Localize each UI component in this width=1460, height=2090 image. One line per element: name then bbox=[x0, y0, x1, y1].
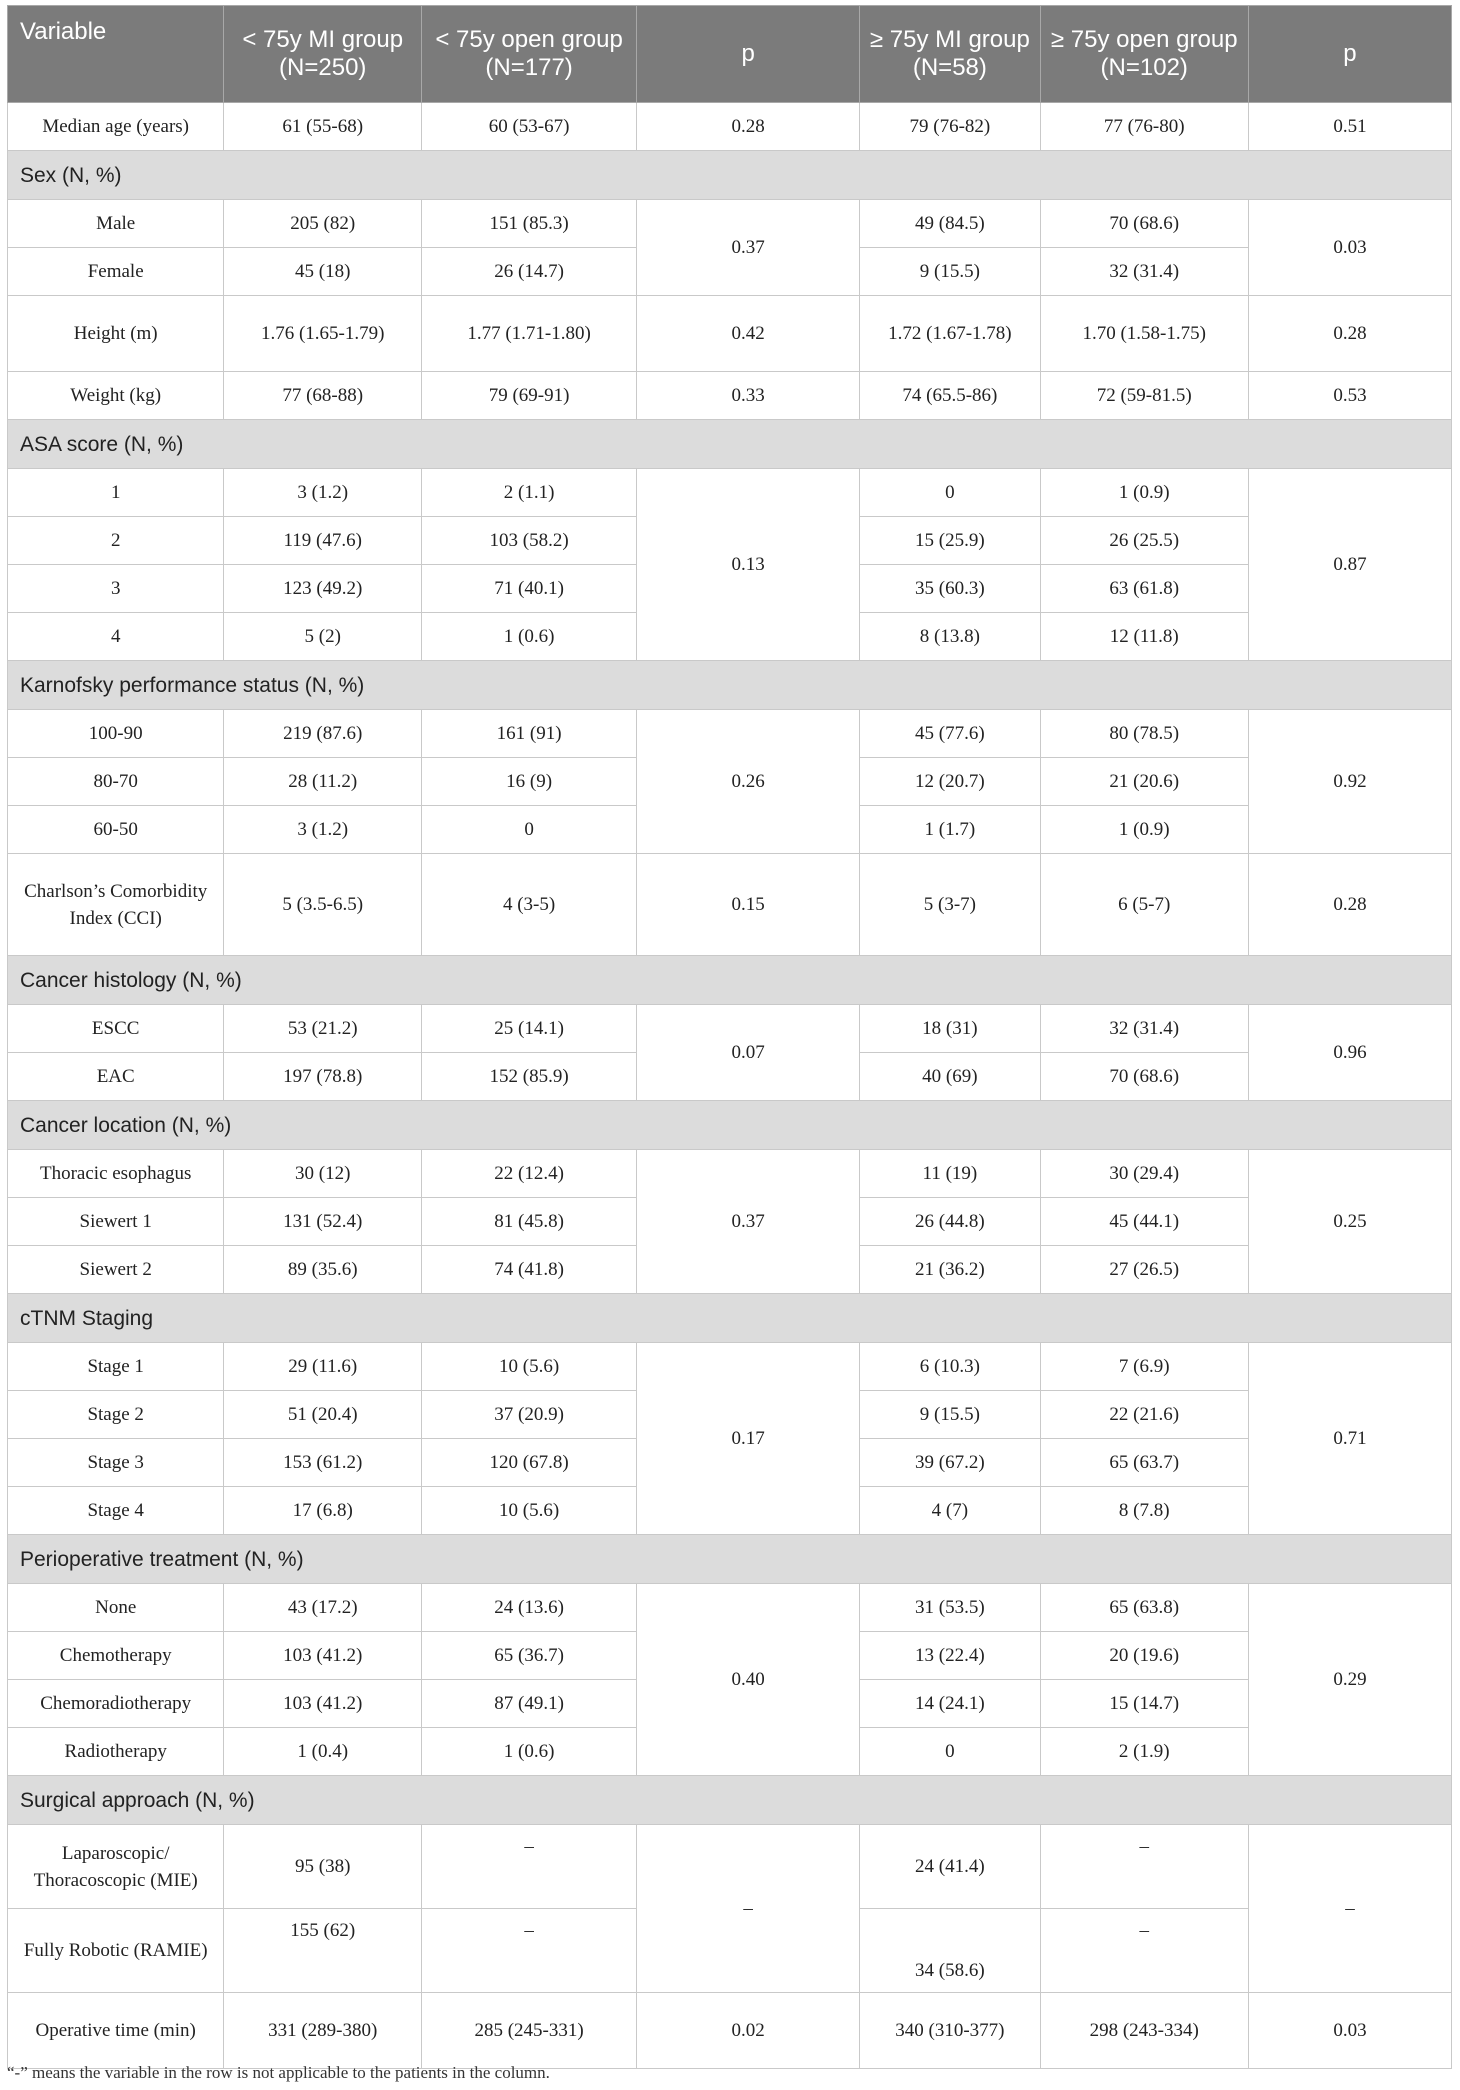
cell-value: 6 (10.3) bbox=[860, 1343, 1040, 1391]
table-row bbox=[8, 1343, 1452, 1391]
row-label: Weight (kg) bbox=[8, 372, 224, 420]
section-title: Sex (N, %) bbox=[8, 151, 1452, 200]
header-under75-open: < 75y open group (N=177) bbox=[422, 6, 637, 103]
cell-value: 74 (41.8) bbox=[422, 1246, 637, 1294]
cell-value: 53 (21.2) bbox=[224, 1005, 422, 1053]
cell-value: 205 (82) bbox=[224, 200, 422, 248]
cell-p-value: 0.28 bbox=[637, 103, 860, 151]
cell-value: 14 (24.1) bbox=[860, 1680, 1040, 1728]
cell-value: 32 (31.4) bbox=[1040, 248, 1248, 296]
cell-value: 28 (11.2) bbox=[224, 758, 422, 806]
table-row bbox=[8, 103, 1452, 151]
header-p-under75: p bbox=[637, 6, 860, 103]
cell-p-value: 0.29 bbox=[1248, 1584, 1451, 1776]
table-row bbox=[8, 1825, 1452, 1909]
cell-p-value: 0.51 bbox=[1248, 103, 1451, 151]
cell-value: 155 (62) bbox=[224, 1909, 422, 1993]
cell-value: 81 (45.8) bbox=[422, 1198, 637, 1246]
cell-value: 32 (31.4) bbox=[1040, 1005, 1248, 1053]
cell-value: 25 (14.1) bbox=[422, 1005, 637, 1053]
cell-value: 197 (78.8) bbox=[224, 1053, 422, 1101]
cell-p-value: 0.25 bbox=[1248, 1150, 1451, 1294]
row-label: Siewert 2 bbox=[8, 1246, 224, 1294]
header-over75-open: ≥ 75y open group (N=102) bbox=[1040, 6, 1248, 103]
section-row bbox=[8, 1535, 1452, 1584]
cell-value: 49 (84.5) bbox=[860, 200, 1040, 248]
baseline-characteristics-table bbox=[7, 5, 1452, 2069]
section-title: Karnofsky performance status (N, %) bbox=[8, 661, 1452, 710]
row-label: Stage 1 bbox=[8, 1343, 224, 1391]
cell-value: 151 (85.3) bbox=[422, 200, 637, 248]
cell-p-value: 0.71 bbox=[1248, 1343, 1451, 1535]
section-row bbox=[8, 1776, 1452, 1825]
cell-value: 12 (20.7) bbox=[860, 758, 1040, 806]
cell-value: 5 (2) bbox=[224, 613, 422, 661]
cell-value: 1 (0.6) bbox=[422, 1728, 637, 1776]
cell-value: 43 (17.2) bbox=[224, 1584, 422, 1632]
row-label: Male bbox=[8, 200, 224, 248]
cell-value: – bbox=[1040, 1825, 1248, 1909]
cell-value: 1.76 (1.65-1.79) bbox=[224, 296, 422, 372]
cell-value: 16 (9) bbox=[422, 758, 637, 806]
cell-value: 1 (0.9) bbox=[1040, 806, 1248, 854]
cell-value: 15 (25.9) bbox=[860, 517, 1040, 565]
section-title: Surgical approach (N, %) bbox=[8, 1776, 1452, 1825]
cell-value: 123 (49.2) bbox=[224, 565, 422, 613]
cell-p-value: 0.03 bbox=[1248, 1993, 1451, 2069]
cell-value: 219 (87.6) bbox=[224, 710, 422, 758]
cell-value: 10 (5.6) bbox=[422, 1487, 637, 1535]
table-row bbox=[8, 372, 1452, 420]
cell-value: 13 (22.4) bbox=[860, 1632, 1040, 1680]
cell-value: 22 (12.4) bbox=[422, 1150, 637, 1198]
row-label: Thoracic esophagus bbox=[8, 1150, 224, 1198]
cell-value: 45 (18) bbox=[224, 248, 422, 296]
cell-value: 119 (47.6) bbox=[224, 517, 422, 565]
cell-value: 80 (78.5) bbox=[1040, 710, 1248, 758]
cell-p-value: 0.28 bbox=[1248, 854, 1451, 956]
cell-value: 45 (77.6) bbox=[860, 710, 1040, 758]
cell-value: 0 bbox=[860, 1728, 1040, 1776]
cell-value: 77 (76-80) bbox=[1040, 103, 1248, 151]
table-row bbox=[8, 1150, 1452, 1198]
row-label: Median age (years) bbox=[8, 103, 224, 151]
table-footnote: “-” means the variable in the row is not applicable to the patients in the column. bbox=[7, 2063, 550, 2082]
cell-value: 1 (0.4) bbox=[224, 1728, 422, 1776]
section-row bbox=[8, 1101, 1452, 1150]
cell-value: 161 (91) bbox=[422, 710, 637, 758]
cell-value: 103 (41.2) bbox=[224, 1632, 422, 1680]
cell-value: 70 (68.6) bbox=[1040, 200, 1248, 248]
cell-p-value: – bbox=[1248, 1825, 1451, 1993]
header-p-over75: p bbox=[1248, 6, 1451, 103]
cell-value: 103 (58.2) bbox=[422, 517, 637, 565]
cell-p-value: 0.07 bbox=[637, 1005, 860, 1101]
cell-value: 63 (61.8) bbox=[1040, 565, 1248, 613]
table-row bbox=[8, 710, 1452, 758]
cell-value: 1.70 (1.58-1.75) bbox=[1040, 296, 1248, 372]
cell-value: 15 (14.7) bbox=[1040, 1680, 1248, 1728]
row-label: Chemotherapy bbox=[8, 1632, 224, 1680]
cell-value: 340 (310-377) bbox=[860, 1993, 1040, 2069]
cell-p-value: 0.03 bbox=[1248, 200, 1451, 296]
cell-value: 8 (13.8) bbox=[860, 613, 1040, 661]
cell-value: 45 (44.1) bbox=[1040, 1198, 1248, 1246]
cell-value: 34 (58.6) bbox=[860, 1909, 1040, 1993]
cell-value: 77 (68-88) bbox=[224, 372, 422, 420]
row-label: 1 bbox=[8, 469, 224, 517]
cell-value: 8 (7.8) bbox=[1040, 1487, 1248, 1535]
section-row bbox=[8, 661, 1452, 710]
cell-value: 35 (60.3) bbox=[860, 565, 1040, 613]
row-label: Chemoradiotherapy bbox=[8, 1680, 224, 1728]
cell-p-value: 0.96 bbox=[1248, 1005, 1451, 1101]
cell-value: 26 (44.8) bbox=[860, 1198, 1040, 1246]
cell-value: 298 (243-334) bbox=[1040, 1993, 1248, 2069]
row-label: 3 bbox=[8, 565, 224, 613]
cell-value: 79 (69-91) bbox=[422, 372, 637, 420]
cell-value: 39 (67.2) bbox=[860, 1439, 1040, 1487]
cell-value: 17 (6.8) bbox=[224, 1487, 422, 1535]
cell-value: 60 (53-67) bbox=[422, 103, 637, 151]
cell-p-value: 0.37 bbox=[637, 200, 860, 296]
cell-value: 131 (52.4) bbox=[224, 1198, 422, 1246]
row-label: 80-70 bbox=[8, 758, 224, 806]
row-label: EAC bbox=[8, 1053, 224, 1101]
cell-value: 61 (55-68) bbox=[224, 103, 422, 151]
table-row bbox=[8, 200, 1452, 248]
cell-value: 26 (14.7) bbox=[422, 248, 637, 296]
cell-value: 20 (19.6) bbox=[1040, 1632, 1248, 1680]
cell-p-value: 0.15 bbox=[637, 854, 860, 956]
row-label: Fully Robotic (RAMIE) bbox=[8, 1909, 224, 1993]
cell-value: 27 (26.5) bbox=[1040, 1246, 1248, 1294]
row-label: 60-50 bbox=[8, 806, 224, 854]
row-label: Stage 4 bbox=[8, 1487, 224, 1535]
cell-value: – bbox=[422, 1825, 637, 1909]
cell-value: 11 (19) bbox=[860, 1150, 1040, 1198]
cell-value: 1.72 (1.67-1.78) bbox=[860, 296, 1040, 372]
cell-value: 21 (20.6) bbox=[1040, 758, 1248, 806]
section-title: ASA score (N, %) bbox=[8, 420, 1452, 469]
row-label: Stage 2 bbox=[8, 1391, 224, 1439]
cell-value: 24 (13.6) bbox=[422, 1584, 637, 1632]
cell-p-value: 0.02 bbox=[637, 1993, 860, 2069]
table-row bbox=[8, 296, 1452, 372]
cell-p-value: 0.17 bbox=[637, 1343, 860, 1535]
cell-value: 30 (29.4) bbox=[1040, 1150, 1248, 1198]
cell-value: 26 (25.5) bbox=[1040, 517, 1248, 565]
cell-value: 89 (35.6) bbox=[224, 1246, 422, 1294]
cell-value: 120 (67.8) bbox=[422, 1439, 637, 1487]
cell-value: – bbox=[1040, 1909, 1248, 1993]
table-row bbox=[8, 1584, 1452, 1632]
cell-p-value: 0.37 bbox=[637, 1150, 860, 1294]
cell-p-value: 0.40 bbox=[637, 1584, 860, 1776]
section-title: Cancer histology (N, %) bbox=[8, 956, 1452, 1005]
table-row bbox=[8, 469, 1452, 517]
cell-value: 40 (69) bbox=[860, 1053, 1040, 1101]
cell-p-value: – bbox=[637, 1825, 860, 1993]
cell-value: 65 (63.8) bbox=[1040, 1584, 1248, 1632]
section-title: Cancer location (N, %) bbox=[8, 1101, 1452, 1150]
section-row bbox=[8, 1294, 1452, 1343]
table-row bbox=[8, 1005, 1452, 1053]
cell-value: 4 (7) bbox=[860, 1487, 1040, 1535]
cell-value: 4 (3-5) bbox=[422, 854, 637, 956]
cell-p-value: 0.26 bbox=[637, 710, 860, 854]
cell-value: 95 (38) bbox=[224, 1825, 422, 1909]
cell-value: 70 (68.6) bbox=[1040, 1053, 1248, 1101]
section-title: Perioperative treatment (N, %) bbox=[8, 1535, 1452, 1584]
cell-p-value: 0.92 bbox=[1248, 710, 1451, 854]
cell-value: 1 (1.7) bbox=[860, 806, 1040, 854]
header-under75-mi: < 75y MI group (N=250) bbox=[224, 6, 422, 103]
cell-value: 21 (36.2) bbox=[860, 1246, 1040, 1294]
cell-p-value: 0.42 bbox=[637, 296, 860, 372]
row-label: Operative time (min) bbox=[8, 1993, 224, 2069]
cell-value: 3 (1.2) bbox=[224, 806, 422, 854]
row-label: 100-90 bbox=[8, 710, 224, 758]
cell-value: 51 (20.4) bbox=[224, 1391, 422, 1439]
cell-value: 65 (36.7) bbox=[422, 1632, 637, 1680]
section-row bbox=[8, 420, 1452, 469]
table-row bbox=[8, 854, 1452, 956]
cell-value: 31 (53.5) bbox=[860, 1584, 1040, 1632]
section-row bbox=[8, 956, 1452, 1005]
cell-value: 0 bbox=[422, 806, 637, 854]
cell-value: 24 (41.4) bbox=[860, 1825, 1040, 1909]
cell-value: 5 (3.5-6.5) bbox=[224, 854, 422, 956]
cell-value: 7 (6.9) bbox=[1040, 1343, 1248, 1391]
cell-value: 152 (85.9) bbox=[422, 1053, 637, 1101]
header-over75-mi: ≥ 75y MI group (N=58) bbox=[860, 6, 1040, 103]
cell-value: 22 (21.6) bbox=[1040, 1391, 1248, 1439]
cell-value: 103 (41.2) bbox=[224, 1680, 422, 1728]
cell-value: 9 (15.5) bbox=[860, 1391, 1040, 1439]
cell-value: 1 (0.9) bbox=[1040, 469, 1248, 517]
cell-value: 1 (0.6) bbox=[422, 613, 637, 661]
table-row bbox=[8, 1993, 1452, 2069]
cell-value: 331 (289-380) bbox=[224, 1993, 422, 2069]
cell-value: 30 (12) bbox=[224, 1150, 422, 1198]
cell-value: 79 (76-82) bbox=[860, 103, 1040, 151]
row-label: 4 bbox=[8, 613, 224, 661]
cell-value: 65 (63.7) bbox=[1040, 1439, 1248, 1487]
header-variable: Variable bbox=[8, 6, 224, 103]
cell-value: 71 (40.1) bbox=[422, 565, 637, 613]
cell-value: 37 (20.9) bbox=[422, 1391, 637, 1439]
cell-value: 5 (3-7) bbox=[860, 854, 1040, 956]
cell-value: 12 (11.8) bbox=[1040, 613, 1248, 661]
row-label: Laparoscopic/ Thoracoscopic (MIE) bbox=[8, 1825, 224, 1909]
section-title: cTNM Staging bbox=[8, 1294, 1452, 1343]
cell-value: 2 (1.1) bbox=[422, 469, 637, 517]
cell-p-value: 0.13 bbox=[637, 469, 860, 661]
cell-value: 153 (61.2) bbox=[224, 1439, 422, 1487]
cell-value: 0 bbox=[860, 469, 1040, 517]
row-label: None bbox=[8, 1584, 224, 1632]
cell-p-value: 0.87 bbox=[1248, 469, 1451, 661]
cell-value: 9 (15.5) bbox=[860, 248, 1040, 296]
row-label: Stage 3 bbox=[8, 1439, 224, 1487]
section-row bbox=[8, 151, 1452, 200]
cell-value: 29 (11.6) bbox=[224, 1343, 422, 1391]
cell-value: – bbox=[422, 1909, 637, 1993]
row-label: Radiotherapy bbox=[8, 1728, 224, 1776]
cell-value: 74 (65.5-86) bbox=[860, 372, 1040, 420]
cell-value: 3 (1.2) bbox=[224, 469, 422, 517]
row-label: ESCC bbox=[8, 1005, 224, 1053]
cell-value: 2 (1.9) bbox=[1040, 1728, 1248, 1776]
row-label: Female bbox=[8, 248, 224, 296]
row-label: 2 bbox=[8, 517, 224, 565]
cell-value: 285 (245-331) bbox=[422, 1993, 637, 2069]
header-row bbox=[8, 6, 1452, 103]
cell-value: 1.77 (1.71-1.80) bbox=[422, 296, 637, 372]
row-label: Height (m) bbox=[8, 296, 224, 372]
row-label: Siewert 1 bbox=[8, 1198, 224, 1246]
cell-value: 10 (5.6) bbox=[422, 1343, 637, 1391]
cell-p-value: 0.33 bbox=[637, 372, 860, 420]
cell-value: 18 (31) bbox=[860, 1005, 1040, 1053]
cell-value: 6 (5-7) bbox=[1040, 854, 1248, 956]
row-label: Charlson’s Comorbidity Index (CCI) bbox=[8, 854, 224, 956]
cell-p-value: 0.53 bbox=[1248, 372, 1451, 420]
cell-p-value: 0.28 bbox=[1248, 296, 1451, 372]
cell-value: 87 (49.1) bbox=[422, 1680, 637, 1728]
cell-value: 72 (59-81.5) bbox=[1040, 372, 1248, 420]
